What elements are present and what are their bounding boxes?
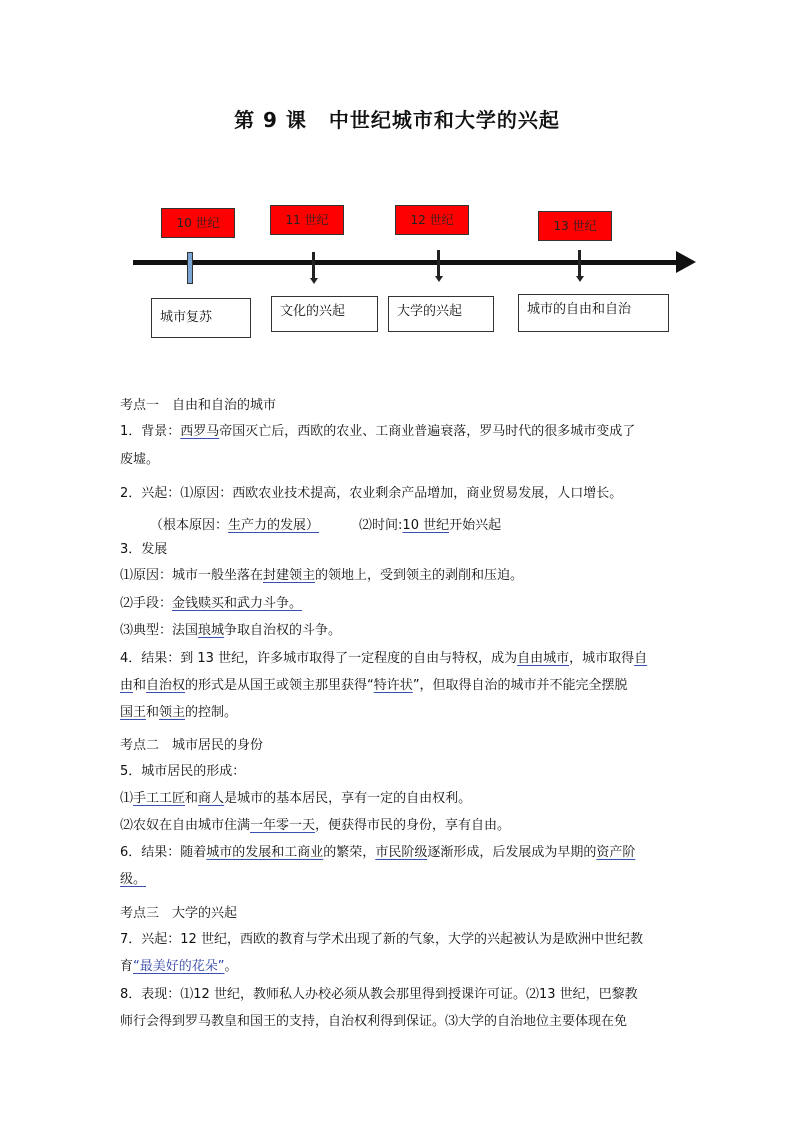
paragraph: ⑶典型：法国琅城争取自治权的斗争。: [120, 623, 342, 638]
tick-arrow-icon: [310, 278, 318, 284]
event-box-university: 大学的兴起: [388, 296, 494, 332]
paragraph: ⑵手段：金钱赎买和武力斗争。: [120, 596, 303, 611]
paragraph: 由和自治权的形式是从国王或领主那里获得“特许状”，但取得自治的城市并不能完全摆脱: [120, 678, 628, 693]
paragraph: 育“最美好的花朵”。: [120, 959, 238, 974]
tick-11: [312, 252, 315, 280]
tick-12: [437, 250, 440, 278]
section1-heading: 考点一 自由和自治的城市: [120, 398, 277, 413]
event-box-culture: 文化的兴起: [271, 296, 378, 332]
paragraph: 6．结果：随着城市的发展和工商业的繁荣，市民阶级逐渐形成，后发展成为早期的资产阶: [120, 845, 636, 860]
tick-arrow-icon: [435, 276, 443, 282]
paragraph: 2．兴起：⑴原因：西欧农业技术提高，农业剩余产品增加，商业贸易发展，人口增长。: [120, 486, 623, 501]
paragraph: ⑴手工工匠和商人是城市的基本居民，享有一定的自由权利。: [120, 791, 472, 806]
paragraph: 废墟。: [120, 452, 160, 467]
paragraph: 8．表现：⑴12 世纪，教师私人办校必须从教会那里得到授课许可证。⑵13 世纪，巴黎教: [120, 987, 638, 1002]
paragraph: 国王和领主的控制。: [120, 705, 238, 720]
lesson-name: 中世纪城市和大学的兴起: [328, 108, 560, 132]
paragraph: 5．城市居民的形成：: [120, 764, 246, 779]
paragraph: 1．背景：西罗马帝国灭亡后，西欧的农业、工商业普遍衰落，罗马时代的很多城市变成了: [120, 424, 636, 439]
event-box-city-autonomy: 城市的自由和自治: [518, 294, 669, 332]
timeline-diagram: [0, 190, 794, 350]
tick-10: [187, 252, 193, 284]
paragraph: 7．兴起：12 世纪，西欧的教育与学术出现了新的气象，大学的兴起被认为是欧洲中世纪教: [120, 932, 643, 947]
section3-heading: 考点三 大学的兴起: [120, 906, 238, 921]
timeline-axis: [133, 260, 685, 265]
century-box-10: 10 世纪: [161, 208, 235, 238]
paragraph: ⑴原因：城市一般坐落在封建领主的领地上，受到领主的剥削和压迫。: [120, 568, 524, 583]
paragraph: （根本原因：生产力的发展） ⑵时间:10 世纪开始兴起: [150, 518, 502, 533]
paragraph: 师行会得到罗马教皇和国王的支持，自治权利得到保证。⑶大学的自治地位主要体现在免: [120, 1014, 628, 1029]
tick-13: [578, 250, 581, 278]
page-title: [0, 104, 794, 133]
paragraph: 3．发展: [120, 542, 168, 557]
arrow-head-icon: [676, 251, 696, 273]
lesson-number: 第 9 课: [234, 108, 307, 132]
century-box-12: 12 世纪: [395, 205, 469, 235]
paragraph: 4．结果：到 13 世纪，许多城市取得了一定程度的自由与特权，成为自由城市，城市取得自: [120, 651, 648, 666]
century-box-13: 13 世纪: [538, 211, 612, 241]
paragraph: ⑵农奴在自由城市住满一年零一天，便获得市民的身份，享有自由。: [120, 818, 511, 833]
section2-heading: 考点二 城市居民的身份: [120, 738, 264, 753]
century-box-11: 11 世纪: [270, 205, 344, 235]
event-box-city-revival: 城市复苏: [151, 298, 251, 338]
tick-arrow-icon: [576, 276, 584, 282]
paragraph: 级。: [120, 872, 147, 887]
